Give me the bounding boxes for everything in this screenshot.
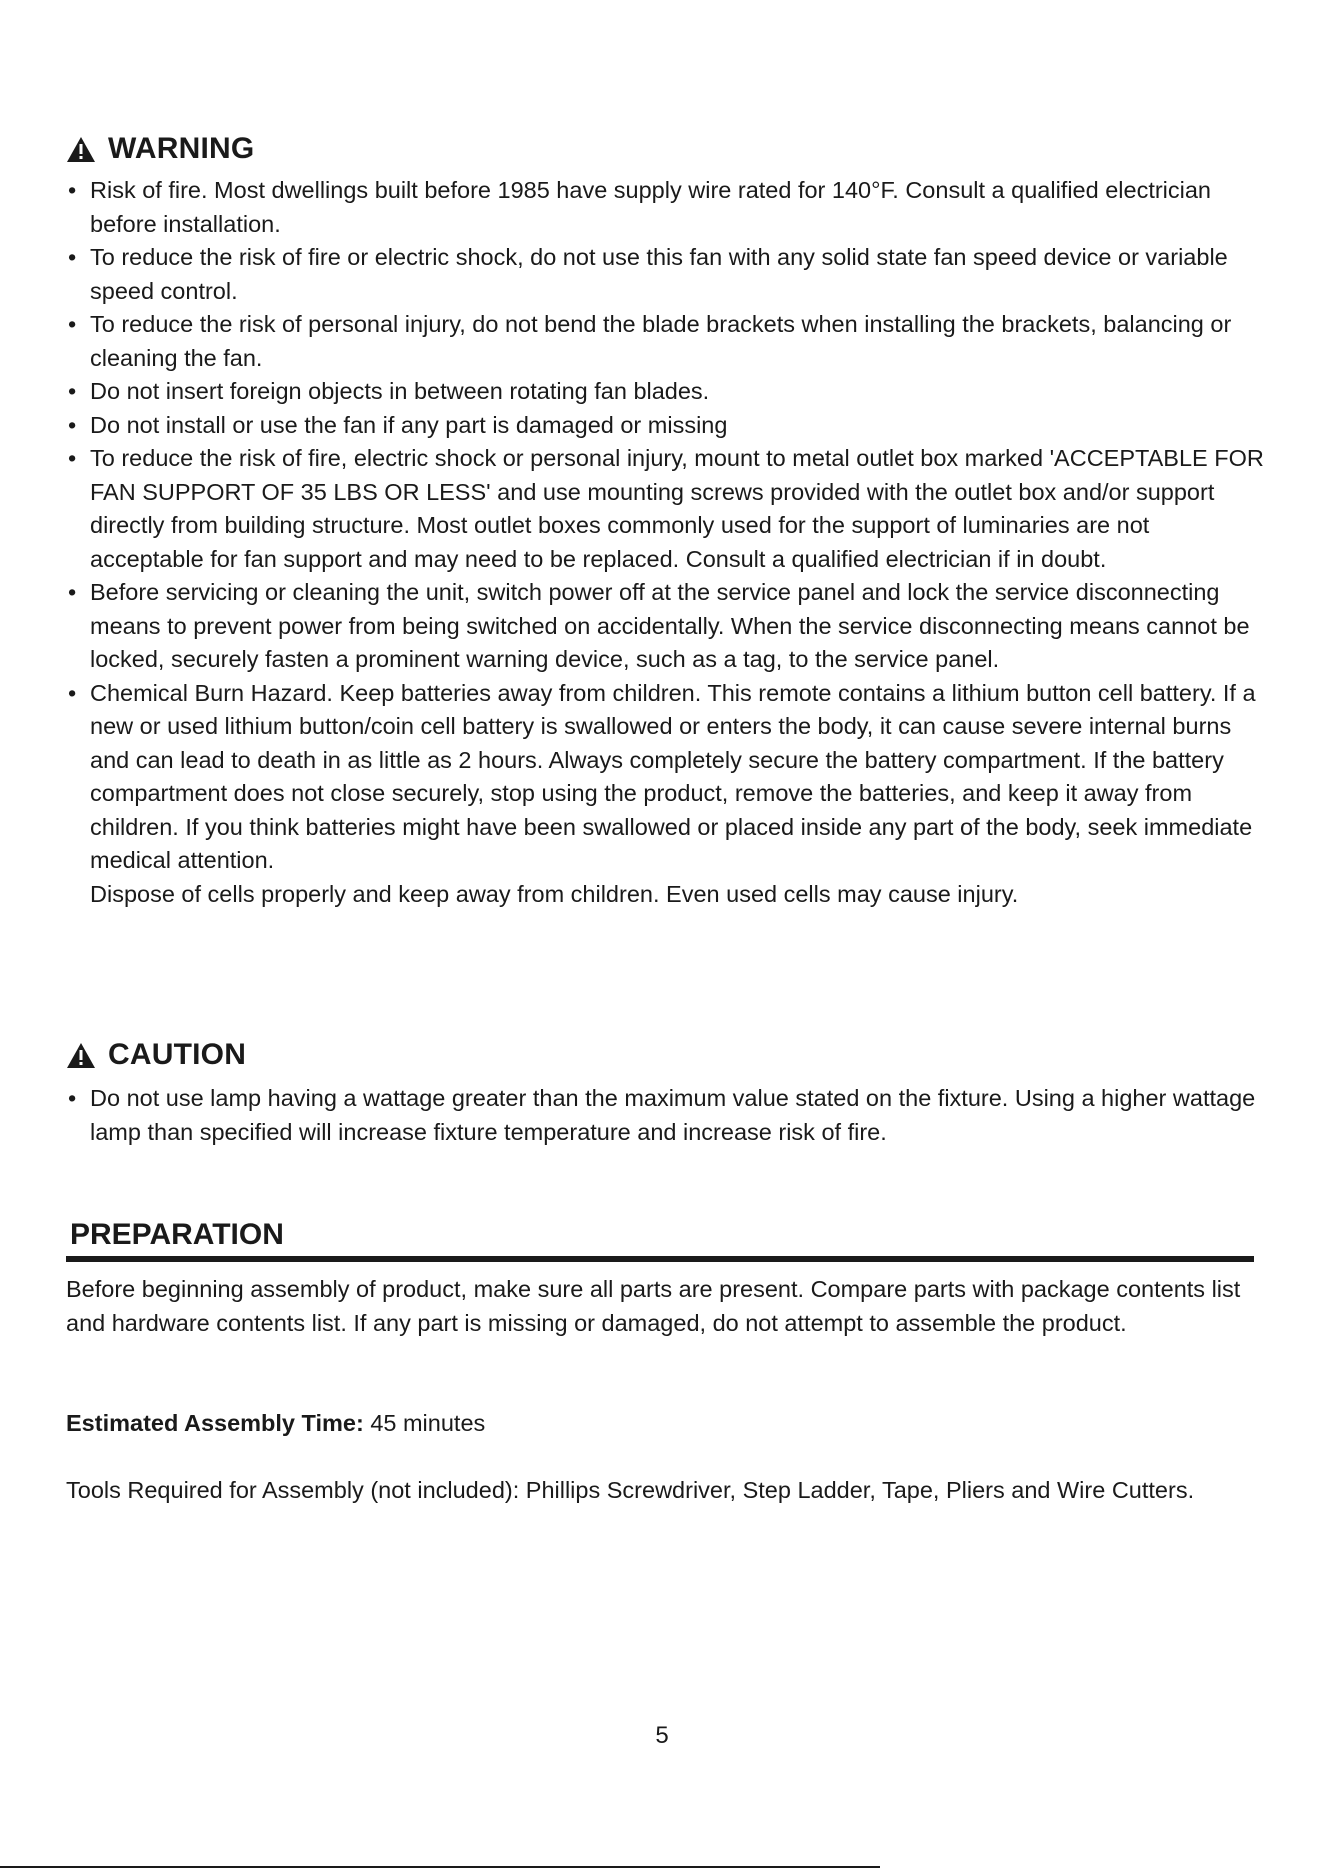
warning-title: WARNING [108, 132, 255, 165]
warning-list [66, 174, 1266, 911]
caution-title: CAUTION [108, 1038, 247, 1071]
warning-item: • To reduce the risk of fire, electric shock or personal injury, mount to metal outlet box marked 'ACCEPTABLE FOR FAN SUPPORT OF 35 LBS OR LESS' and use mounting screws provided with the outlet box and/or support directly from building structure. Most outlet boxes commonly used for the support of luminaries are not acceptable for fan support and may need to be replaced. Consult a qualified electrician if in doubt. [68, 445, 1264, 572]
warning-item: • Do not insert foreign objects in between rotating fan blades. [68, 378, 710, 404]
assembly-time [66, 1407, 1266, 1441]
warning-item: • Before servicing or cleaning the unit, switch power off at the service panel and lock the service disconnecting means to prevent power from being switched on accidentally. When the service disconnecting means cannot be locked, securely fasten a prominent warning device, such as a tag, to the service panel. [68, 579, 1250, 672]
page-number: 5 [655, 1722, 669, 1749]
warning-triangle-icon [66, 136, 96, 163]
caution-item: • Do not use lamp having a wattage greater than the maximum value stated on the fixture. Using a higher wattage lamp than specified will increase fixture temperature and increase risk of fire. [68, 1085, 1256, 1145]
warning-heading [66, 132, 254, 166]
warning-item: • To reduce the risk of fire or electric shock, do not use this fan with any solid state fan speed device or variable speed control. [68, 244, 1228, 304]
caution-triangle-icon [66, 1042, 96, 1069]
caution-heading [66, 1038, 246, 1072]
bottom-edge-line [0, 1866, 880, 1868]
preparation-intro: Before beginning assembly of product, make sure all parts are present. Compare parts with package contents list and hardware contents list. If any part is missing or damaged, do not attempt to assemble the product. [66, 1276, 1241, 1336]
assembly-time-label: Estimated Assembly Time: [66, 1410, 364, 1436]
caution-list [66, 1082, 1266, 1149]
warning-item: • Chemical Burn Hazard. Keep batteries away from children. This remote contains a lithium button cell battery. If a new or used lithium button/coin cell battery is swallowed or enters the body, it can cause severe internal burns and can lead to death in as little as 2 hours. Always completely secure the battery compartment. If the battery compartment does not close securely, stop using the product, remove the batteries, and keep it away from children. If you think batteries might have been swallowed or placed inside any part of the body, seek immediate medical attention. Dispose of cells properly and keep away from children. Even used cells may cause injury. [66, 677, 1266, 912]
preparation-title: PREPARATION [70, 1218, 284, 1251]
tools-required: Tools Required for Assembly (not included): Phillips Screwdriver, Step Ladder, Tape, Pliers and Wire Cutters. [66, 1477, 1195, 1503]
battery-disposal-note: Dispose of cells properly and keep away from children. Even used cells may cause injury. [90, 880, 1019, 907]
preparation-divider [66, 1256, 1254, 1262]
warning-item: • Risk of fire. Most dwellings built before 1985 have supply wire rated for 140°F. Consult a qualified electrician before installation. [68, 177, 1212, 237]
warning-item: • To reduce the risk of personal injury, do not bend the blade brackets when installing the brackets, balancing or cleaning the fan. [68, 311, 1232, 371]
warning-item: • Do not install or use the fan if any part is damaged or missing [68, 411, 728, 438]
assembly-time-value: 45 minutes [370, 1410, 486, 1436]
